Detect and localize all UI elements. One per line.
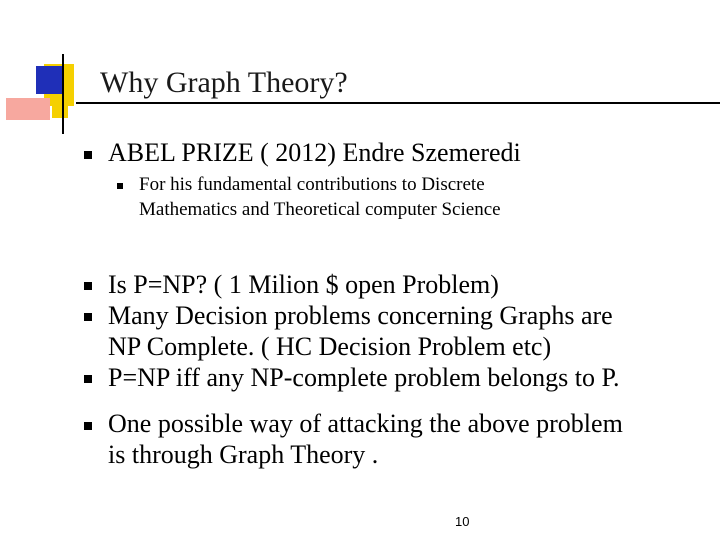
sub-bullet-marker [117,183,123,189]
bullet-marker [84,422,92,430]
bullet-marker [84,375,92,383]
decoration-blue-block [36,66,62,94]
decoration-yellow-small-block [52,104,68,118]
bullet-decision-problems-line-2: NP Complete. ( HC Decision Problem etc) [108,332,552,361]
page-number: 10 [455,514,470,529]
bullet-p-np-question: Is P=NP? ( 1 Milion $ open Problem) [108,270,499,299]
bullet-decision-problems-line-1: Many Decision problems concerning Graphs are [108,301,613,330]
bullet-abel-prize: ABEL PRIZE ( 2012) Endre Szemeredi [108,138,521,167]
corner-decoration-graphic [0,0,110,140]
sub-bullet-line-2: Mathematics and Theoretical computer Science [139,199,501,220]
slide-title: Why Graph Theory? [100,66,348,99]
bullet-p-np-iff: P=NP iff any NP-complete problem belongs to P. [108,363,620,392]
bullet-marker [84,282,92,290]
sub-bullet-line-1: For his fundamental contributions to Discrete [139,174,485,195]
bullet-attacking-problem-line-1: One possible way of attacking the above problem [108,409,623,438]
bullet-marker [84,151,92,159]
bullet-attacking-problem-line-2: is through Graph Theory . [108,440,379,469]
bullet-marker [84,313,92,321]
title-underline [76,102,720,104]
decoration-red-block [6,98,50,120]
decoration-vertical-line [62,54,64,134]
